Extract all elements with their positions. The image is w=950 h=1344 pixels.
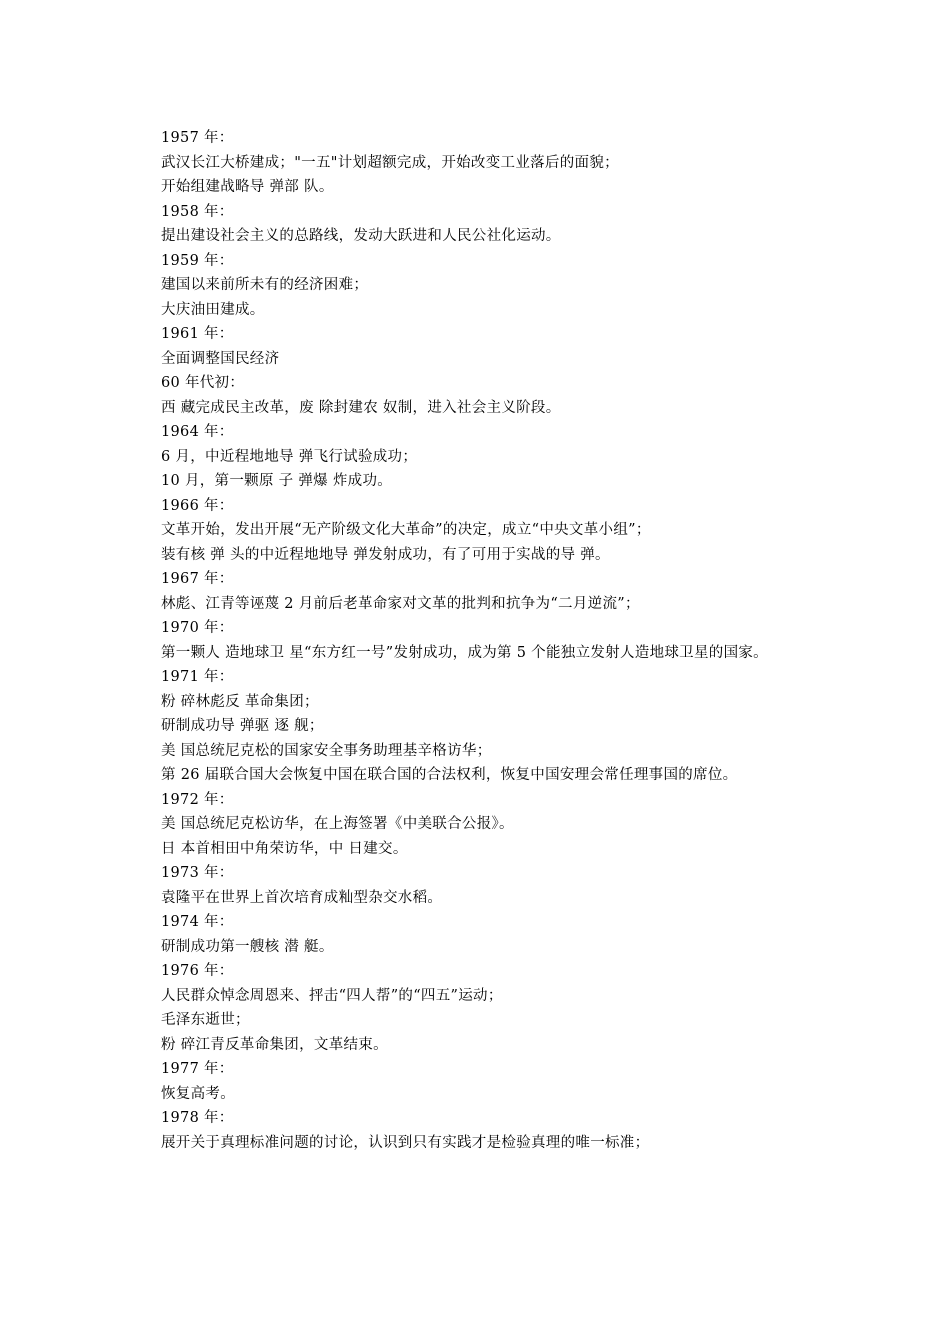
- year-heading: 60 年代初：: [161, 375, 245, 391]
- event-line: 全面调整国民经济: [161, 350, 280, 367]
- event-line: 第 26 届联合国大会恢复中国在联合国的合法权利，恢复中国安理会常任理事国的席位。: [161, 767, 738, 783]
- event-line: 研制成功导 弹驱 逐 舰；: [161, 718, 324, 734]
- year-heading: 1964 年：: [161, 424, 234, 440]
- event-line: 6 月，中近程地地导 弹飞行试验成功；: [161, 448, 418, 465]
- event-line: 开始组建战略导 弹部 队。: [161, 179, 334, 195]
- event-line: 粉 碎江青反革命集团，文革结束。: [161, 1036, 388, 1053]
- year-heading: 1958 年：: [161, 203, 234, 220]
- year-heading: 1978 年：: [161, 1110, 234, 1126]
- event-line: 武汉长江大桥建成；"一五"计划超额完成，开始改变工业落后的面貌；: [161, 154, 619, 171]
- event-line: 美 国总统尼克松访华，在上海签署《中美联合公报》。: [161, 816, 514, 832]
- year-heading: 1973 年：: [161, 865, 234, 881]
- year-heading: 1967 年：: [161, 571, 234, 587]
- event-line-wrapped: 第一颗人 造地球卫 星“东方红一号”发射成功，成为第 5 个能独立发射人造地球卫星的国家。: [161, 644, 768, 661]
- event-line: 美 国总统尼克松的国家安全事务助理基辛格访华；: [161, 742, 492, 759]
- year-heading: 1977 年：: [161, 1061, 234, 1077]
- event-line: 西 藏完成民主改革，废 除封建农 奴制，进入社会主义阶段。: [161, 399, 561, 416]
- year-heading: 1959 年：: [161, 252, 234, 269]
- event-line: 日 本首相田中角荣访华，中 日建交。: [161, 840, 408, 857]
- year-heading: 1972 年：: [161, 791, 234, 808]
- year-heading: 1966 年：: [161, 497, 234, 514]
- event-line: 展开关于真理标准问题的讨论，认识到只有实践才是检验真理的唯一标准；: [161, 1134, 650, 1151]
- event-line: 10 月，第一颗原 子 弹爆 炸成功。: [161, 473, 393, 489]
- event-line: 文革开始，发出开展“无产阶级文化大革命”的决定，成立“中央文革小组”；: [161, 522, 651, 538]
- event-line: 恢复高考。: [161, 1085, 235, 1102]
- year-heading: 1974 年：: [161, 914, 234, 930]
- event-line: 装有核 弹 头的中近程地地导 弹发射成功，有了可用于实战的导 弹。: [161, 546, 610, 563]
- year-heading: 1957 年：: [161, 130, 234, 146]
- event-line: 毛泽东逝世；: [161, 1012, 250, 1028]
- document-page: [0, 126, 950, 1155]
- event-line: 大庆油田建成。: [161, 301, 265, 318]
- year-heading: 1971 年：: [161, 669, 234, 685]
- event-line: 提出建设社会主义的总路线，发动大跃进和人民公社化运动。: [161, 228, 561, 244]
- event-line: 建国以来前所未有的经济困难；: [161, 277, 369, 293]
- event-line: 研制成功第一艘核 潜 艇。: [161, 938, 334, 955]
- event-line: 粉 碎林彪反 革命集团；: [161, 693, 319, 710]
- year-heading: 1970 年：: [161, 620, 234, 636]
- year-heading: 1976 年：: [161, 963, 234, 979]
- event-line: 人民群众悼念周恩来、抨击“四人帮”的“四五”运动；: [161, 987, 503, 1004]
- event-line: 袁隆平在世界上首次培育成籼型杂交水稻。: [161, 889, 443, 906]
- event-line: 林彪、江青等诬蔑 2 月前后老革命家对文革的批判和抗争为“二月逆流”；: [161, 595, 640, 612]
- year-heading: 1961 年：: [161, 326, 234, 342]
